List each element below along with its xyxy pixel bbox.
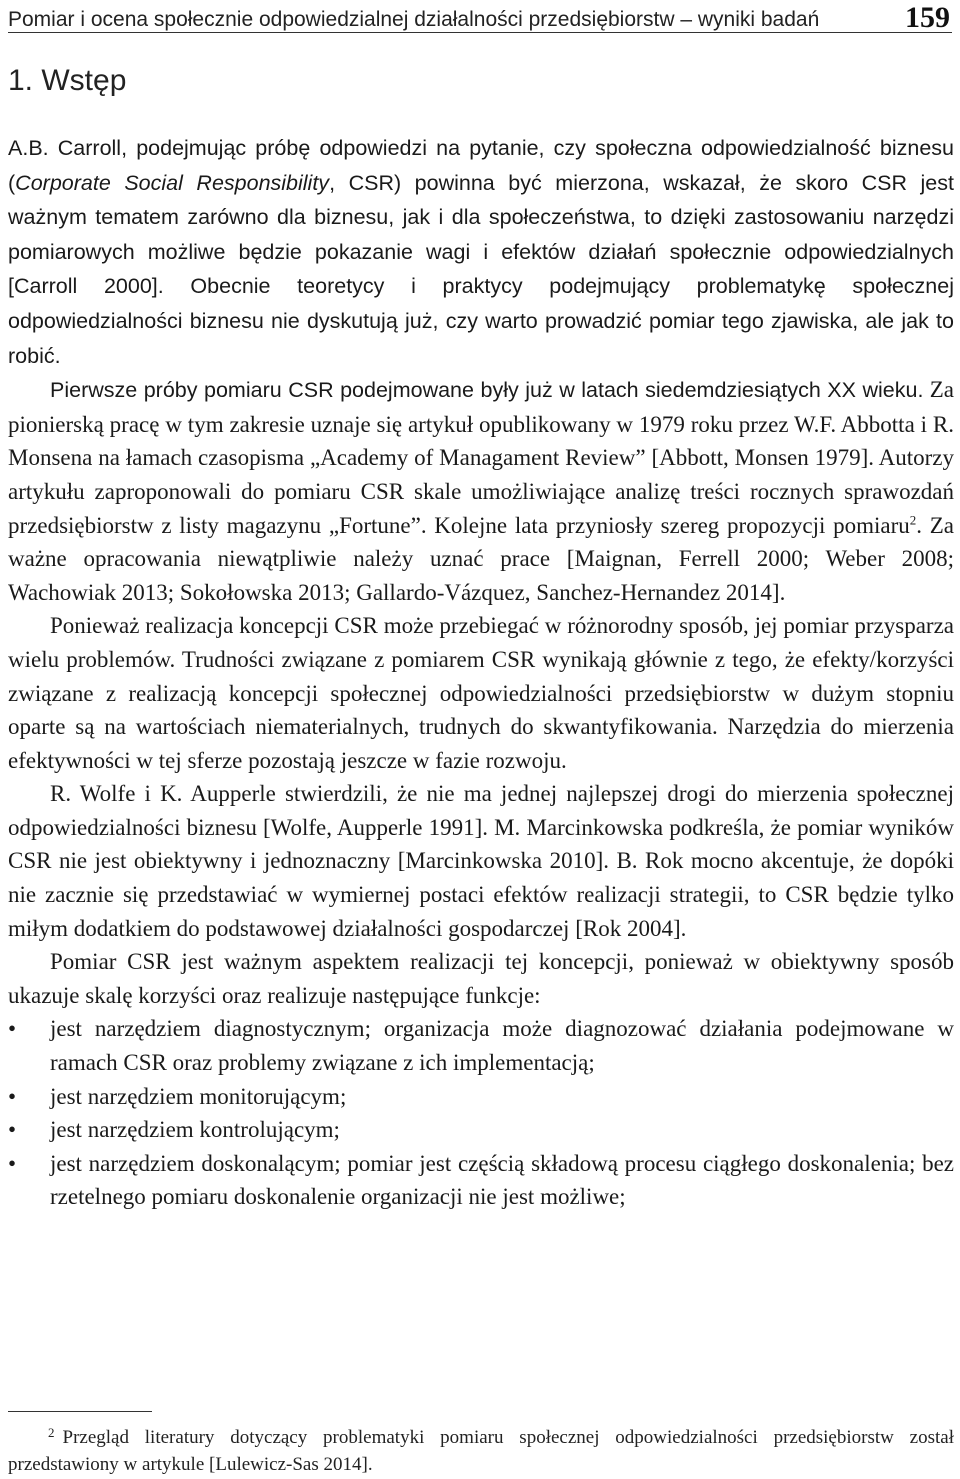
footnote-ref: 2 <box>909 511 917 527</box>
footnote-divider <box>8 1411 152 1412</box>
paragraph-history-part-b: Za pionierską pracę w tym zakresie uznaje się artykuł opublikowany w 1979 roku przez W.F. Abbotta i R. Monsena na łamach czasopisma „Academy of Managament Review” [Abbott, Monsen 1979]. Autorzy artykułu zaproponowali do pomiaru CSR skale umożliwiające analizę treści rocznych sprawozdań przedsiębiorstw z listy magazynu „Fortune”. Kolejne lata przyniosły szereg propozycji pomiaru <box>8 377 954 538</box>
footnote <box>8 1419 954 1478</box>
list-item: • jest narzędziem diagnostycznym; organizacja może diagnozować działania podejmowane w ramach CSR oraz problemy związane z ich implementacją; <box>8 1012 954 1079</box>
paragraph-history-part-c: . Za ważne opracowania niewątpliwie należy uznać prace [Maignan, Ferrell 2000; Weber 2008; Wachowiak 2013; Sokołowska 2013; Gallardo-Vázquez, Sanchez-Hernandez 2014]. <box>8 512 954 605</box>
section-heading: 1. Wstęp <box>8 64 127 97</box>
paragraph-history-part-a: Pierwsze próby pomiaru CSR podejmowane były już w latach siedemdziesiątych XX wieku. <box>50 378 924 403</box>
paragraph-intro <box>8 131 954 373</box>
list-item: • jest narzędziem doskonalącym; pomiar jest częścią składową procesu ciągłego doskonalenia; bez rzetelnego pomiaru doskonalenie organizacji nie jest możliwe; <box>8 1147 954 1214</box>
running-header-title: Pomiar i ocena społecznie odpowiedzialnej działalności przedsiębiorstw – wyniki badań <box>8 8 820 31</box>
list-item: • jest narzędziem monitorującym; <box>8 1080 954 1114</box>
paragraph-authors: R. Wolfe i K. Aupperle stwierdzili, że nie ma jednej najlepszej drogi do mierzenia społecznej odpowiedzialności biznesu [Wolfe, Aupperle 1991]. M. Marcinkowska podkreśla, że pomiar wyników CSR nie jest obiektywny i jednoznaczny [Marcinkowska 2010]. B. Rok mocno akcentuje, że dopóki nie zacznie się przedstawiać w wymiernej postaci efektów realizacji strategii, to CSR będzie tylko miłym dodatkiem do podstawowej działalności gospodarczej [Rok 2004]. <box>8 781 954 941</box>
paragraph-intro-italic: Corporate Social Responsibility <box>15 170 330 195</box>
functions-list <box>8 1012 954 1214</box>
paragraph-history <box>8 373 954 609</box>
paragraph-functions: Pomiar CSR jest ważnym aspektem realizacji tej koncepcji, ponieważ w obiektywny sposób ukazuje skalę korzyści oraz realizuje następujące funkcje: <box>8 949 954 1008</box>
paragraph-problems: Ponieważ realizacja koncepcji CSR może przebiegać w różnorodny sposób, jej pomiar przysparza wielu problemów. Trudności związane z pomiarem CSR wynikają głównie z tego, że efekty/korzyści związane z realizacją koncepcji społecznej odpowiedzialności przedsiębiorstw w dużym stopniu oparte są na wartościach niematerialnych, trudnych do skwantyfikowania. Narzędzia do mierzenia efektywności w tej sferze pozostają jeszcze w fazie rozwoju. <box>8 613 954 773</box>
paragraph-intro-part-b: , CSR) powinna być mierzona, wskazał, że skoro CSR jest ważnym tematem zarówno dla biznesu, jak i dla społeczeństwa, to dzięki zastosowaniu narzędzi pomiarowych możliwe będzie pokazanie wagi i efektów działań społecznie odpowiedzialnych [Carroll 2000]. <box>8 170 954 299</box>
body-text <box>8 131 954 1214</box>
footnote-mark: 2 <box>48 1425 55 1440</box>
paragraph-intro-part-a: A.B. Carroll, podejmując próbę odpowiedzi na pytanie, czy społeczna odpowiedzialność biznesu ( <box>8 136 954 195</box>
running-header <box>8 1 952 34</box>
page-number: 159 <box>905 1 950 34</box>
footnote-text: Przegląd literatury dotyczący problematyki pomiaru społecznej odpowiedzialności przedsiębiorstw został przedstawiony w artykule [Lulewicz-Sas 2014]. <box>8 1427 954 1475</box>
list-item: • jest narzędziem kontrolującym; <box>8 1113 954 1147</box>
paragraph-intro-part-c: Obecnie teoretycy i praktycy podejmujący problematykę społecznej odpowiedzialności biznesu nie dyskutują już, czy warto prowadzić pomiar tego zjawiska, ale jak to robić. <box>8 274 954 368</box>
